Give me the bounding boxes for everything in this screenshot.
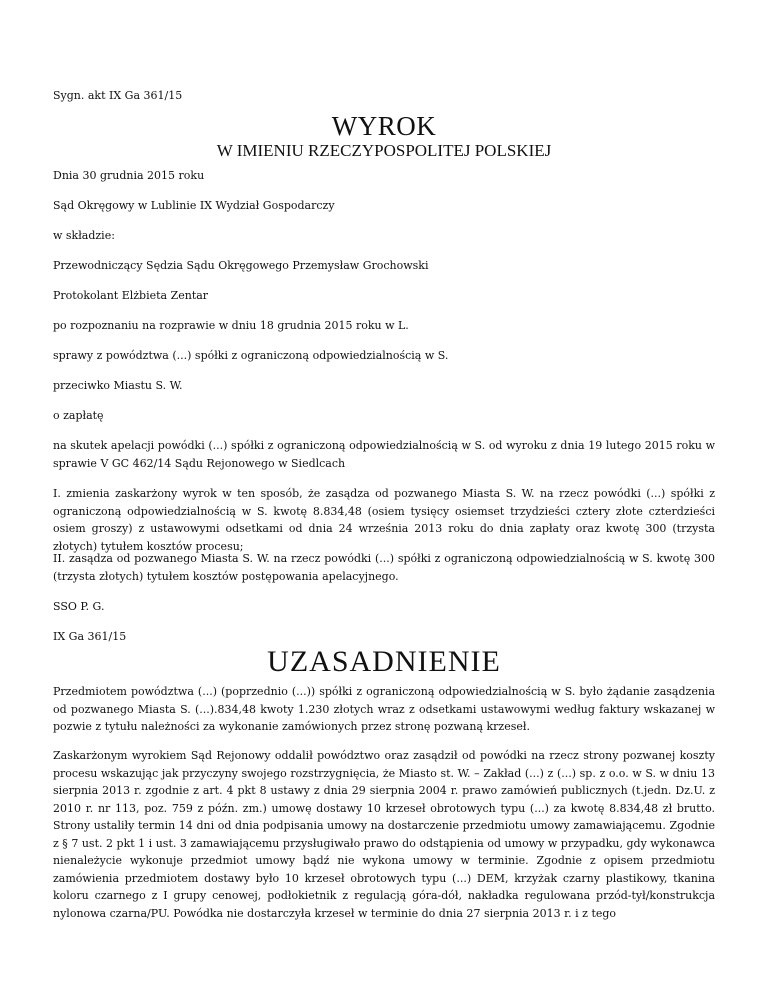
judgment-title: WYROK bbox=[331, 111, 437, 141]
justification-title: UZASADNIENIE bbox=[267, 645, 501, 678]
case-signature-2: IX Ga 361/15 bbox=[53, 630, 127, 643]
case-signature: Sygn. akt IX Ga 361/15 bbox=[53, 89, 183, 102]
ruling-point-2: II. zasądza od pozwanego Miasta S. W. na rzecz powódki (...) spółki z ograniczoną odpowiedzialnością w S. kwotę 300 (trzysta złotych) tytułem kosztów postępowania apelacyjnego. bbox=[53, 552, 715, 583]
presiding-judge: Przewodniczący Sędzia Sądu Okręgowego Przemysław Grochowski bbox=[53, 259, 429, 272]
court-clerk: Protokolant Elżbieta Zentar bbox=[53, 289, 209, 302]
court-name: Sąd Okręgowy w Lublinie IX Wydział Gospodarczy bbox=[53, 199, 335, 212]
justification-paragraph-2: Zaskarżonym wyrokiem Sąd Rejonowy oddalił powództwo oraz zasądził od powódki na rzecz strony pozwanej koszty procesu wskazując jak przyczyny swojego rozstrzygnięcia, że Miasto st. W. – Zakład (...) z (...) sp. z o.o. w S. w dniu 13 sierpnia 2013 r. zgodnie z art. 4 pkt 8 ustawy z dnia 29 sierpnia 2004 r. prawo zamówień publicznych (t.jedn. Dz.U. z 2010 r. nr 113, poz. 759 z późn. zm.) umowę dostawy 10 krzeseł obrotowych typu (...) za kwotę 8.834,48 zł brutto. Strony ustaliły termin 14 dni od dnia podpisania umowy na dostarczenie przedmiotu umowy zamawiającemu. Zgodnie z § 7 ust. 2 pkt 1 i ust. 3 zamawiającemu przysługiwało prawo do odstąpienia od umowy w przypadku, gdy wykonawca nienależycie wykonuje przedmiot umowy bądź nie wykona umowy w terminie. Zgodnie z opisem przedmiotu zamówienia przedmiotem dostawy było 10 krzeseł obrotowych typu (...) DEM, krzyżak czarny plastikowy, tkanina koloru czarnego z I grupy cenowej, podłokietnik z regulacją góra-dół, nakładka regulowana przód-tył/konstrukcja nylonowa czarna/PU. Powódka nie dostarczyła krzeseł w terminie do dnia 27 sierpnia 2013 r. i z tego bbox=[53, 749, 715, 920]
case-plaintiff: sprawy z powództwa (...) spółki z ograniczoną odpowiedzialnością w S. bbox=[53, 349, 449, 362]
case-defendant: przeciwko Miastu S. W. bbox=[53, 379, 183, 392]
judgment-date: Dnia 30 grudnia 2015 roku bbox=[53, 169, 205, 182]
ruling-point-1: I. zmienia zaskarżony wyrok w ten sposób, że zasądza od pozwanego Miasta S. W. na rzecz powódki (...) spółki z ograniczoną odpowiedzialnością w S. kwotę 8.834,48 (osiem tysięcy osiemset trzydzieści cztery złote czterdzieści osiem groszy) z ustawowymi odsetkami od dnia 24 września 2013 roku do dnia zapłaty oraz kwotę 300 (trzysta złotych) tytułem kosztów procesu; bbox=[53, 487, 715, 553]
judgment-subtitle: W IMIENIU RZECZYPOSPOLITEJ POLSKIEJ bbox=[216, 141, 552, 160]
justification-paragraph-1: Przedmiotem powództwa (...) (poprzednio (...)) spółki z ograniczoną odpowiedzialnością w S. było żądanie zasądzenia od pozwanego Miasta S. (...).834,48 kwoty 1.230 złotych wraz z odsetkami ustawowymi według faktury wskazanej w pozwie z tytułu należności za wykonanie zamówionych przez stronę pozwaną krzeseł. bbox=[53, 685, 715, 733]
hearing-info: po rozpoznaniu na rozprawie w dniu 18 grudnia 2015 roku w L. bbox=[53, 319, 409, 332]
appeal-paragraph: na skutek apelacji powódki (...) spółki z ograniczoną odpowiedzialnością w S. od wyroku z dnia 19 lutego 2015 roku w sprawie V GC 462/14 Sądu Rejonowego w Siedlcach bbox=[53, 439, 715, 470]
judge-signature: SSO P. G. bbox=[53, 600, 105, 613]
case-subject: o zapłatę bbox=[53, 409, 104, 422]
composition-label: w składzie: bbox=[53, 229, 115, 242]
